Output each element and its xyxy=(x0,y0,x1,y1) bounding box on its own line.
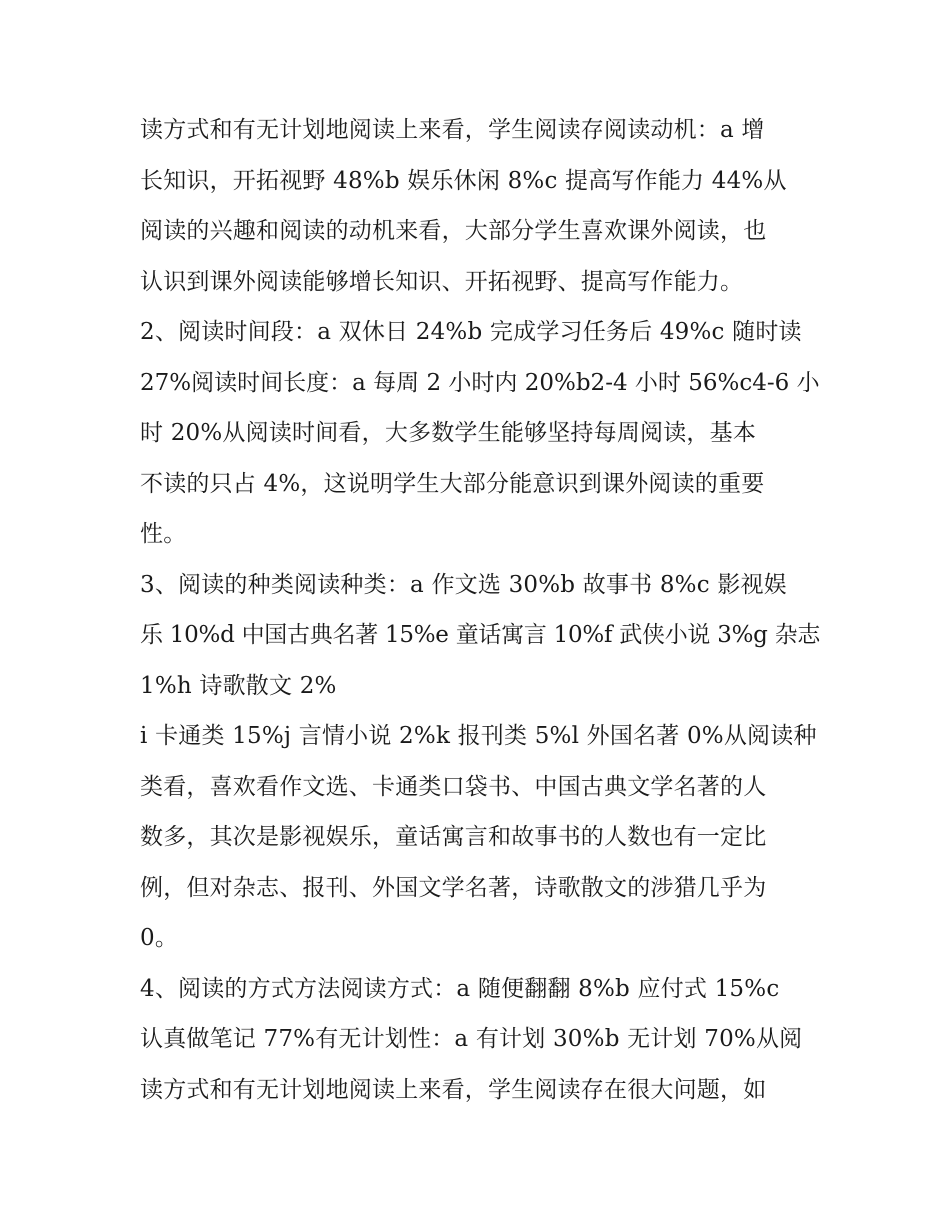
text-line: 例，但对杂志、报刊、外国文学名著，诗歌散文的涉猎几乎为 xyxy=(140,874,767,901)
text-line: 不读的只占 4%，这说明学生大部分能意识到课外阅读的重要 xyxy=(140,470,765,497)
text-line: 认真做笔记 77%有无计划性：a 有计划 30%b 无计划 70%从阅 xyxy=(140,1026,803,1052)
text-line: 性。 xyxy=(140,521,187,547)
text-line: 4、阅读的方式方法阅读方式：a 随便翻翻 8%b 应付式 15%c xyxy=(140,975,780,1002)
text-line: 阅读的兴趣和阅读的动机来看，大部分学生喜欢课外阅读，也 xyxy=(140,218,767,244)
text-line: 27%阅读时间长度：a 每周 2 小时内 20%b2-4 小时 56%c4-6 小 xyxy=(140,369,820,396)
body-text xyxy=(140,105,820,1115)
text-line: 2、阅读时间段：a 双休日 24%b 完成学习任务后 49%c 随时读 xyxy=(140,319,802,345)
text-line: 读方式和有无计划地阅读上来看，学生阅读存阅读动机：a 增 xyxy=(140,117,765,143)
text-line: i 卡通类 15%j 言情小说 2%k 报刊类 5%l 外国名著 0%从阅读种 xyxy=(140,723,817,749)
text-line: 读方式和有无计划地阅读上来看，学生阅读存在很大问题，如 xyxy=(140,1076,767,1103)
text-line: 时 20%从阅读时间看，大多数学生能够坚持每周阅读，基本 xyxy=(140,420,757,446)
text-line: 乐 10%d 中国古典名著 15%e 童话寓言 10%f 武侠小说 3%g 杂志 xyxy=(140,622,821,648)
text-line: 认识到课外阅读能够增长知识、开拓视野、提高写作能力。 xyxy=(140,268,744,295)
text-line: 长知识，开拓视野 48%b 娱乐休闲 8%c 提高写作能力 44%从 xyxy=(140,167,787,194)
text-line: 0。 xyxy=(140,925,179,951)
text-line: 类看，喜欢看作文选、卡通类口袋书、中国古典文学名著的人 xyxy=(140,773,767,800)
text-line: 1%h 诗歌散文 2% xyxy=(140,672,337,699)
text-line: 数多，其次是影视娱乐，童话寓言和故事书的人数也有一定比 xyxy=(140,824,767,850)
text-line: 3、阅读的种类阅读种类：a 作文选 30%b 故事书 8%c 影视娱 xyxy=(140,571,787,598)
